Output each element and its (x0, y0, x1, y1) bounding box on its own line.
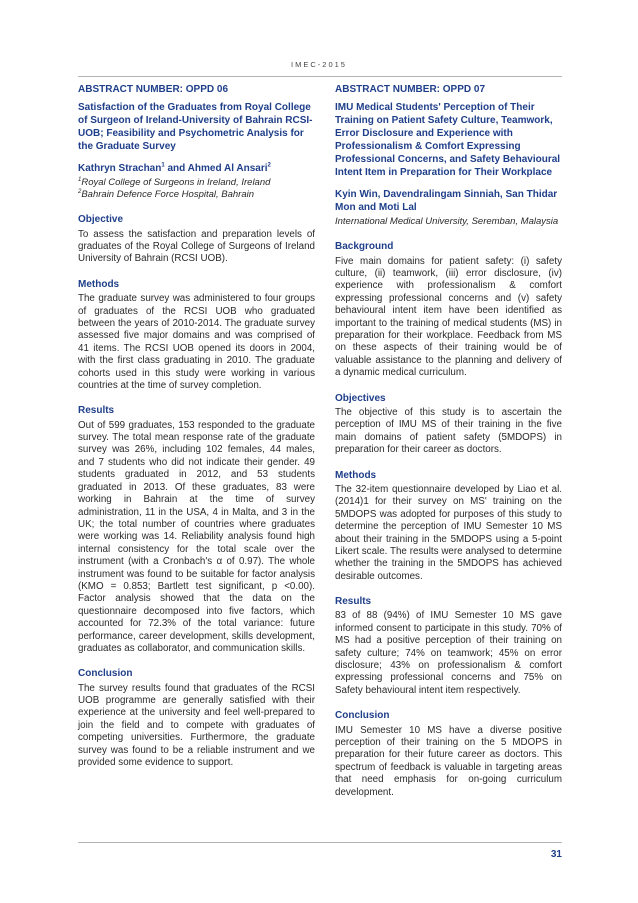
page-number: 31 (550, 849, 562, 860)
section-heading: Objective (78, 214, 124, 226)
section-text: 83 of 88 (94%) of IMU Semester 10 MS gave informed consent to participate in this study. 70% of MS had a positive perception of their training on safety culture; 74% on teamwork; 45% on error disclosure; 43% on professionalism & comfort expressing professional concerns and 75% on Safety behavioural intent item respectively. (335, 610, 562, 696)
authors (78, 162, 315, 175)
section-heading: Methods (335, 469, 377, 481)
section-text: IMU Semester 10 MS have a diverse positive perception of their training on the 5 MDOPS in preparation for their future career as doctors. This spectrum of feedback is valuable in targeting areas that need emphasis for on-going curriculum development. (335, 724, 562, 798)
section-text: The 32-item questionnaire developed by Liao et al. (2014)1 for their survey on MS' training on the 5MDOPS was adopted for purposes of this study to determine the perception of IMU Semester 10 MS about their training in the 5MDOPS using a 5-point Likert scale. The results were analysed to determine whether the training in the 5MDOPS has achieved desirable outcomes. (335, 483, 562, 582)
section-results (78, 405, 315, 655)
section-conclusion (78, 668, 315, 769)
affiliation (78, 177, 315, 189)
abstract-number: ABSTRACT NUMBER: OPPD 07 (335, 84, 486, 95)
section-text: The graduate survey was administered to four groups of graduates of the RCSI UOB who graduated between the years of 2010-2014. The graduate survey assessed five major domains and was comprised of 41 items. The RCSI UOB opened its doors in 2004, with the first class graduating in 2010. The graduate cohorts used in this study were working in various countries at the time of survey completion. (78, 293, 315, 391)
author-name: Kathryn Strachan (78, 163, 162, 175)
section-text: To assess the satisfaction and preparation levels of graduates of the Royal College of Surgeons of Ireland University of Bahrain (RCSI UOB). (78, 228, 315, 265)
section-text: Five main domains for patient safety: (i) safety culture, (ii) teamwork, (iii) error disclosure, (iv) experience with professionalism & comfort expressing professional concerns and (v) safety behavioural intent item have been identified as important to the training of medical students (MS) in preparation for their workplace. Feedback from MS on these aspects of their training would be of valuable assistance to the planning and delivery of a dynamic medical curriculum. (335, 255, 562, 379)
section-heading: Results (335, 596, 372, 608)
affiliation: International Medical University, Seremban, Malaysia (335, 216, 559, 228)
affiliation-text: Bahrain Defence Force Hospital, Bahrain (81, 189, 255, 201)
author-superscript: 2 (267, 162, 271, 169)
section-results (335, 596, 562, 697)
abstract-oppd-07 (335, 84, 562, 812)
header-divider (78, 76, 562, 77)
running-header: IMEC-2015 (291, 60, 347, 69)
abstract-oppd-06 (78, 84, 315, 783)
affiliations (78, 177, 315, 201)
affiliation-superscript: 2 (78, 189, 82, 196)
affiliation-text: Royal College of Surgeons in Ireland, Ireland (81, 177, 271, 189)
footer-divider (78, 842, 562, 843)
section-heading: Methods (78, 278, 120, 290)
section-heading: Conclusion (335, 710, 390, 722)
authors: Kyin Win, Davendralingam Sinniah, San Thidar Mon and Moti Lal (335, 189, 558, 214)
section-methods (78, 279, 315, 393)
section-background (335, 241, 562, 379)
affiliation (78, 189, 315, 201)
section-heading: Conclusion (78, 668, 133, 680)
section-text: The survey results found that graduates of the RCSI UOB programme are generally satisfied with their experience at the university and feel well-prepared to join the field and to compete with graduates of competing universities. Furthermore, the graduate survey was found to be a reliable instrument and we provided some evidence to support. (78, 682, 315, 769)
abstract-title: IMU Medical Students' Perception of Their Training on Patient Safety Culture, Teamwork, Error Disclosure and Experience with Professionalism & Comfort Expressing Professional Concerns, and Safety Behavioural Intent Item in Preparation for Their Workplace (335, 102, 561, 179)
section-text: The objective of this study is to ascertain the perception of IMU MS of their training in the five main domains of patient safety (5MDOPS) in preparation for their career as doctors. (335, 406, 562, 456)
abstract-title: Satisfaction of the Graduates from Royal College of Surgeon of Ireland-University of Bahrain RCSI-UOB; Feasibility and Psychometric Analysis for the Graduate Survey (78, 102, 313, 153)
section-heading: Results (78, 405, 115, 417)
abstract-number: ABSTRACT NUMBER: OPPD 06 (78, 84, 229, 95)
section-objective (78, 214, 315, 266)
section-heading: Background (335, 241, 394, 253)
affiliations (335, 216, 562, 228)
author-superscript: 1 (161, 162, 165, 169)
author-name: and Ahmed Al Ansari (164, 163, 268, 175)
section-objectives (335, 393, 562, 457)
affiliation-superscript: 1 (78, 177, 82, 184)
section-conclusion (335, 710, 562, 799)
section-methods (335, 470, 562, 584)
section-heading: Objectives (335, 392, 386, 404)
section-text: Out of 599 graduates, 153 responded to the graduate survey. The total mean response rate of the graduate survey was 26%, including 102 females, 44 males, and 7 students who did not indicate their gender. 49 students graduated in 2012, and 53 students graduated in 2013. Of these graduates, 83 were working in Bahrain at the time of survey administration, 11 in the USA, 4 in Malta, and 3 in the UK; the total number of countries where graduates were working was 14. Reliability analysis found high internal consistency for the total scale over the instrument (with a Cronbach's α of 0.97). The whole instrument was found to be suitable for factor analysis (KMO = 0.853; Bartlett test significant, p <0.00). Factor analysis showed that the data on the questionnaire decomposed into five factors, which accounted for 72.3% of the total variance: future performance, career development, skills development, graduates as collaborator, and communication skills. (78, 419, 315, 654)
